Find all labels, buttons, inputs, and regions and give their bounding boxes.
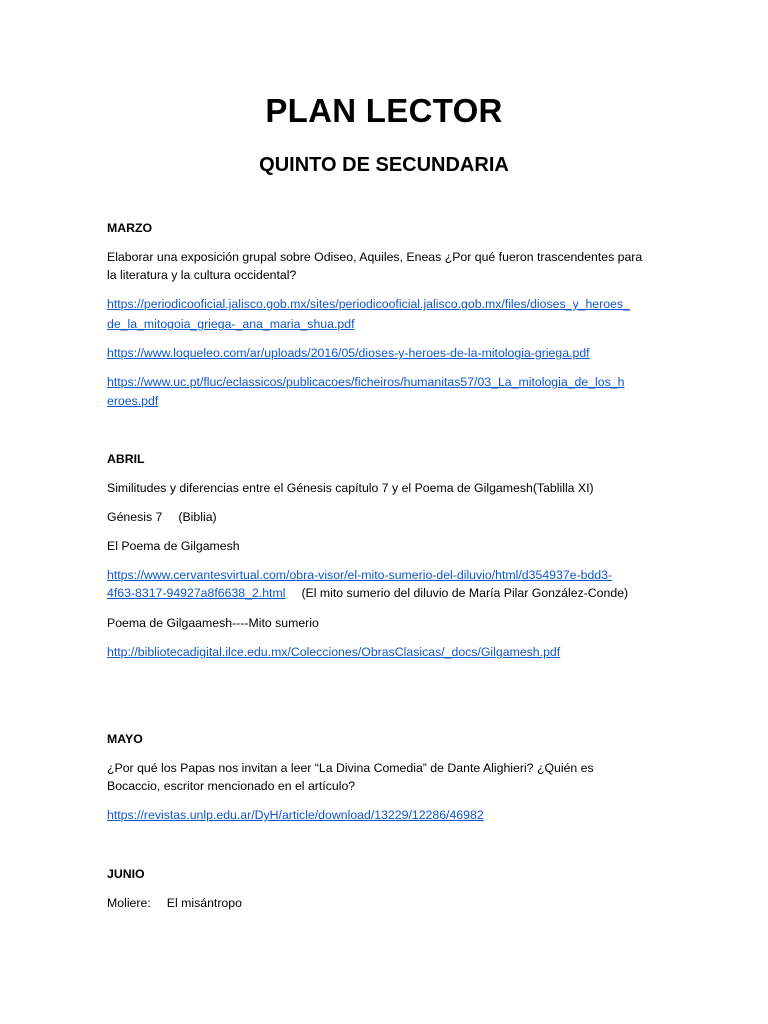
abril-topic: Similitudes y diferencias entre el Génesis capítulo 7 y el Poema de Gilgamesh(Tablilla XI) [107,481,594,495]
abril-link-cervantes-line2 [107,584,667,602]
junio-author: Moliere: [107,896,151,910]
page-title: PLAN LECTOR [265,92,503,129]
section-heading-abril: ABRIL [107,452,145,466]
abril-link-note: (El mito sumerio del diluvio de María Pilar González-Conde) [301,586,629,600]
marzo-link-loqueleo[interactable]: https://www.loqueleo.com/ar/uploads/2016/05/dioses-y-heroes-de-la-mitologia-griega.pdf [107,346,590,360]
marzo-link-jalisco[interactable]: https://periodicooficial.jalisco.gob.mx/sites/periodicooficial.jalisco.gob.mx/files/dioses_y_heroes_ [107,297,630,311]
marzo-question-line1: Elaborar una exposición grupal sobre Odiseo, Aquiles, Eneas ¿Por qué fueron trascendentes para [107,250,643,264]
junio-entry [107,894,667,912]
mayo-question-line2: Bocaccio, escritor mencionado en el artículo? [107,779,356,793]
abril-link-cervantes[interactable]: https://www.cervantesvirtual.com/obra-visor/el-mito-sumerio-del-diluvio/html/d354937e-bdd3- [107,568,613,582]
page-subtitle: QUINTO DE SECUNDARIA [259,154,509,176]
marzo-link-uc-cont[interactable]: eroes.pdf [107,394,159,408]
abril-poema-label: El Poema de Gilgamesh [107,539,240,553]
abril-poema2-label: Poema de Gilgaamesh----Mito sumerio [107,616,319,630]
marzo-question-line2: la literatura y la cultura occidental? [107,268,297,282]
abril-link-cervantes-cont[interactable]: 4f63-8317-94927a8f6638_2.html [107,586,286,600]
section-heading-marzo: MARZO [107,221,153,235]
abril-genesis-label: Génesis 7 [107,510,163,524]
section-heading-junio: JUNIO [107,867,145,881]
section-heading-mayo: MAYO [107,732,143,746]
abril-link-ilce[interactable]: http://bibliotecadigital.ilce.edu.mx/Colecciones/ObrasClasicas/_docs/Gilgamesh.pdf [107,645,561,659]
marzo-link-jalisco-cont[interactable]: de_la_mitogoia_griega-_ana_maria_shua.pdf [107,317,355,331]
abril-genesis-line [107,508,667,526]
abril-genesis-note: (Biblia) [178,510,217,524]
mayo-link-unlp[interactable]: https://revistas.unlp.edu.ar/DyH/article/download/13229/12286/46982 [107,808,484,822]
marzo-link-uc[interactable]: https://www.uc.pt/fluc/eclassicos/publicacoes/ficheiros/humanitas57/03_La_mitologia_de_los_h [107,375,625,389]
mayo-question-line1: ¿Por qué los Papas nos invitan a leer “La Divina Comedia” de Dante Alighieri? ¿Quién es [107,761,594,775]
junio-work: El misántropo [166,896,242,910]
